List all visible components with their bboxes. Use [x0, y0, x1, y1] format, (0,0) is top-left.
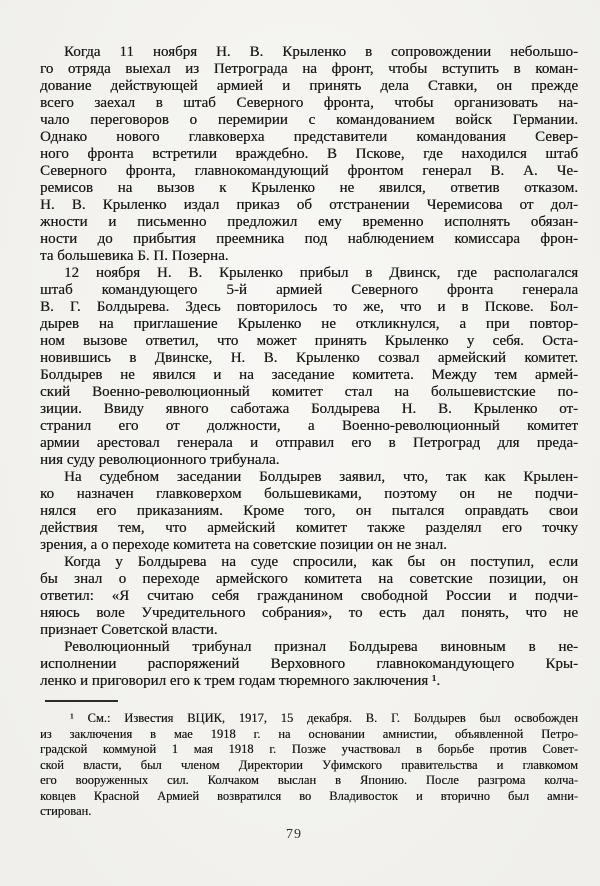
text-line: жности и письменно предложил ему временно исполнять обязан-	[40, 214, 578, 230]
footnote-line: ковцев Красной Армией возвратился во Владивосток и вторично был амни-	[40, 788, 578, 803]
text-line: Северного фронта, главнокомандующий фронтом генерал В. А. Че-	[40, 163, 578, 179]
text-line: Когда у Болдырева на суде спросили, как бы он поступил, если	[64, 554, 578, 570]
text-line: ния суду революционного трибунала.	[40, 452, 280, 468]
text-line: действия тем, что армейский комитет также разделял его точку	[40, 520, 578, 536]
text-line: зиции. Ввиду явного саботажа Болдырева Н. В. Крыленко от-	[40, 401, 578, 417]
text-line: няюсь воле Учредительного собрания», то есть дал понять, что не	[40, 605, 578, 621]
text-line: Революционный трибунал признал Болдырева виновным в не-	[64, 639, 578, 655]
text-line: та большевика Б. П. Позерна.	[40, 248, 229, 264]
text-line: ко назначен главковерхом большевиками, поэтому он не подчи-	[40, 486, 578, 502]
text-line: Однако нового главковерха представители командования Север-	[40, 129, 578, 145]
text-line: новившись в Двинске, Н. В. Крыленко созвал армейский комитет.	[40, 350, 578, 366]
paragraph	[40, 265, 578, 469]
text-line: Когда 11 ноября Н. В. Крыленко в сопровождении небольшо-	[64, 44, 578, 60]
text-line: дырев на приглашение Крыленко не откликнулся, а при повтор-	[40, 316, 578, 332]
footnote-line: из заключения в мае 1918 г. на основании амнистии, объявленной Петро-	[40, 726, 578, 741]
text-line: ного фронта встретили враждебно. В Пскове, где находился штаб	[40, 146, 578, 162]
text-line: всего заехал в штаб Северного фронта, чтобы организовать на-	[40, 95, 578, 111]
text-line: ном вызове ответил, что может принять Крыленко у себя. Оста-	[40, 333, 578, 349]
footnote-line: стирован.	[40, 804, 92, 818]
text-line: ремисов на вызов к Крыленко не явился, ответив отказом.	[40, 180, 578, 196]
text-line: зрения, а о переходе комитета на советские позиции он не знал.	[40, 537, 447, 553]
text-line: На судебном заседании Болдырев заявил, что, так как Крылен-	[64, 469, 578, 485]
text-line: дование действующей армией и принять дела Ставки, он прежде	[40, 78, 578, 94]
text-line: го отряда выехал из Петрограда на фронт, чтобы вступить в коман-	[40, 61, 578, 77]
footnote-line: ¹ См.: Известия ВЦИК, 1917, 15 декабря. В. Г. Болдырев был освобожден	[70, 711, 578, 725]
text-line: армии арестовал генерала и отправил его в Петроград для преда-	[40, 435, 578, 451]
footnote-divider	[45, 700, 118, 702]
text-line: Н. В. Крыленко издал приказ об отстранении Черемисова от дол-	[40, 197, 578, 213]
text-line: ответил: «Я считаю себя гражданином свободной России и подчи-	[40, 588, 578, 604]
page-number: 79	[286, 826, 302, 842]
text-line: Болдырев не явился и на заседание комитета. Между тем армей-	[40, 367, 578, 383]
text-line: В. Г. Болдырева. Здесь повторилось то же, что и в Пскове. Бол-	[40, 299, 578, 315]
footnote-line: ской власти, был членом Директории Уфимского правительства и главкомом	[40, 757, 578, 772]
text-line: ленко и приговорил его к трем годам тюремного заключения ¹.	[40, 673, 441, 689]
footnote-line: градской коммуной 1 мая 1918 г. Позже участвовал в борьбе против Совет-	[40, 742, 578, 756]
paragraph	[40, 469, 578, 554]
footnote	[40, 711, 578, 820]
text-line: ности до прибытия преемника под наблюдением комиссара фрон-	[40, 231, 578, 247]
paragraph	[40, 639, 578, 690]
paragraph	[40, 44, 578, 265]
main-text	[40, 44, 578, 690]
text-line: ский Военно-революционный комитет стал на большевистские по-	[40, 384, 578, 400]
text-line: странил его от должности, а Военно-революционный комитет	[40, 418, 578, 434]
text-line: 12 ноября Н. В. Крыленко прибыл в Двинск, где располагался	[64, 265, 578, 281]
text-line: чало переговоров о перемирии с командованием войск Германии.	[40, 112, 578, 128]
text-line: нялся его приказаниям. Кроме того, он пытался оправдать свои	[40, 503, 578, 519]
text-line: штаб командующего 5-й армией Северного фронта генерала	[40, 282, 578, 298]
text-line: исполнении распоряжений Верховного главнокомандующего Кры-	[40, 656, 578, 672]
text-line: бы знал о переходе армейского комитета на советские позиции, он	[40, 571, 578, 587]
paragraph	[40, 554, 578, 639]
footnote-line: его вооруженных сил. Колчаком выслан в Японию. После разгрома колча-	[40, 773, 578, 787]
text-line: признает Советской власти.	[40, 622, 218, 638]
